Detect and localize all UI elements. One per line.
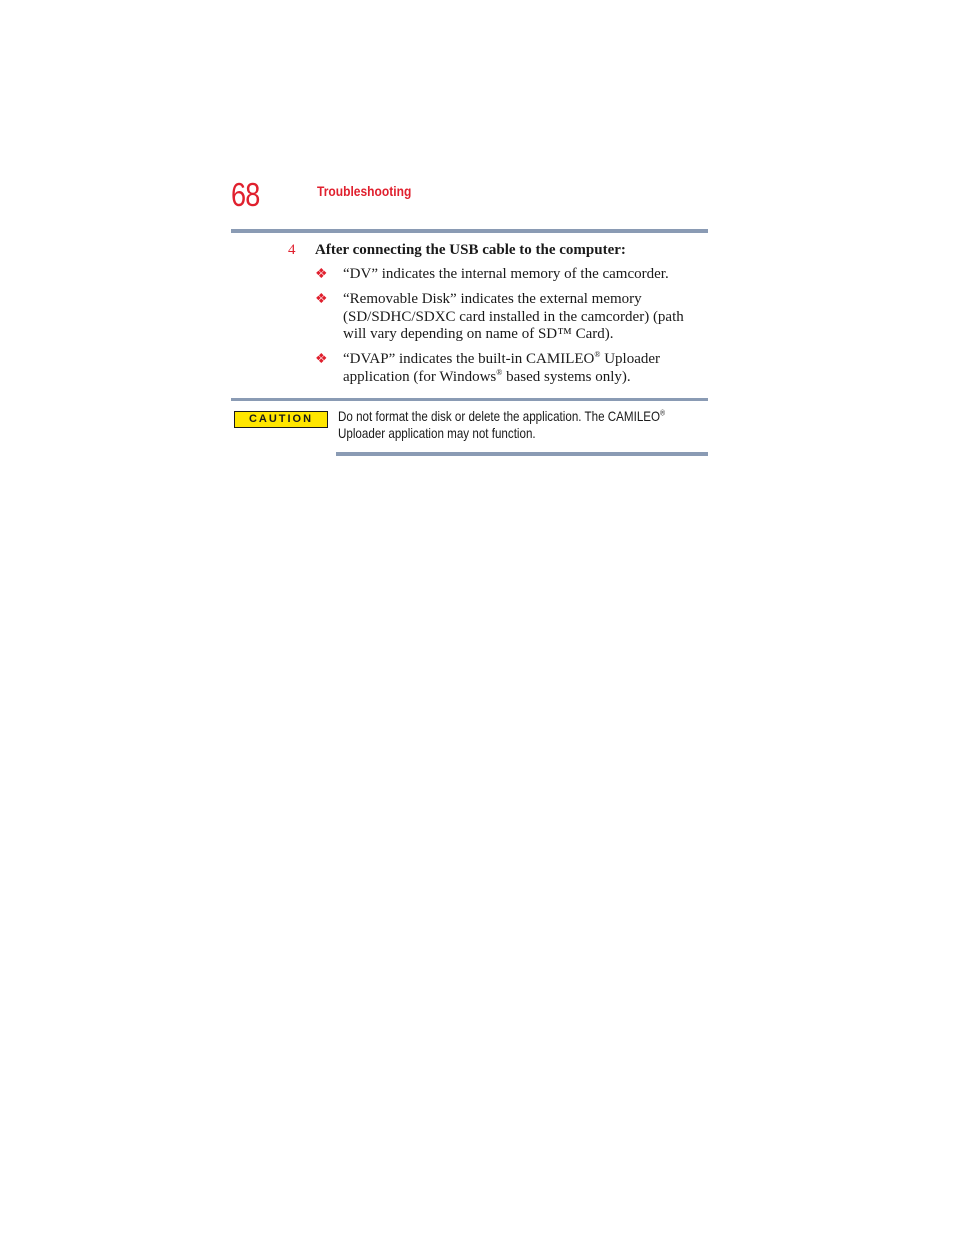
caution-text-part: Uploader application may not function. (338, 425, 536, 441)
list-item (343, 351, 708, 386)
list-item-text: Uploader application (for Windows (343, 351, 660, 385)
list-item: “Removable Disk” indicates the external memory (SD/SDHC/SDXC card installed in the camcorder) (path will vary depending on name of SD™ Card). (343, 291, 684, 342)
registered-mark: ® (660, 408, 665, 418)
bullet-diamond-icon: ❖ (315, 352, 328, 367)
page-number: 68 (231, 176, 260, 213)
top-divider (231, 229, 708, 233)
caution-text (338, 408, 687, 442)
list-item-text: “DVAP” indicates the built-in CAMILEO (343, 351, 595, 367)
section-title: Troubleshooting (317, 183, 412, 199)
caution-text-part: Do not format the disk or delete the application. The CAMILEO (338, 408, 661, 424)
list-item: “DV” indicates the internal memory of the camcorder. (343, 266, 669, 282)
registered-mark: ® (594, 350, 601, 359)
step-number: 4 (288, 242, 296, 258)
list-item-text: based systems only). (502, 368, 631, 385)
step-heading: After connecting the USB cable to the computer: (315, 242, 626, 258)
caution-bottom-divider (336, 452, 708, 456)
bullet-diamond-icon: ❖ (315, 292, 328, 307)
caution-top-divider (231, 398, 708, 401)
registered-mark: ® (496, 367, 503, 377)
bullet-diamond-icon: ❖ (315, 267, 328, 282)
caution-badge: CAUTION (234, 411, 328, 428)
